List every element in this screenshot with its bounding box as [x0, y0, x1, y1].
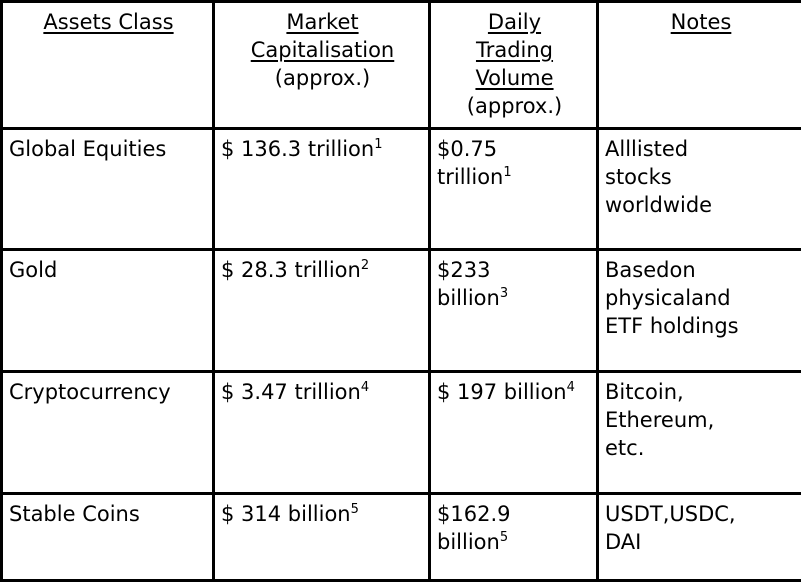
- daily-volume-line1: [437, 501, 592, 529]
- cell-daily-volume: [430, 493, 598, 580]
- daily-volume-line2: [437, 285, 592, 313]
- daily-volume-amount: 233: [450, 258, 491, 283]
- notes-line1: [605, 136, 797, 164]
- column-header-assets-class-label: Assets Class: [43, 10, 174, 34]
- cell-daily-volume: [430, 250, 598, 372]
- column-header-volume-line1: Daily: [487, 10, 542, 34]
- column-header-volume-line3: Volume: [475, 65, 554, 90]
- cell-asset-class: [2, 250, 214, 372]
- market-cap-footnote: 5: [350, 501, 359, 517]
- cell-notes: [598, 493, 801, 580]
- market-cap-value: $ 136.3 trillion: [221, 136, 375, 161]
- table-header: [2, 2, 801, 129]
- daily-volume-footnote: 5: [499, 529, 509, 545]
- table-row: [2, 493, 801, 580]
- notes-line1: [605, 257, 797, 285]
- market-cap-footnote: 1: [374, 136, 383, 152]
- column-header-market-line2: Capitalisation: [250, 37, 395, 62]
- cell-asset-class: [2, 493, 214, 580]
- daily-volume-line2: [437, 529, 592, 557]
- market-cap-footnote: 2: [360, 258, 370, 274]
- notes-line1: [605, 501, 797, 529]
- column-header-notes-label: Notes: [670, 10, 732, 34]
- notes-line1-a: Based: [605, 258, 670, 283]
- daily-volume-amount: 162.9: [450, 501, 511, 526]
- column-header-assets-class: [2, 2, 214, 129]
- header-row: [2, 2, 801, 129]
- notes-line2-b: and: [691, 286, 731, 311]
- daily-volume-value: $ 197 billion: [437, 380, 567, 405]
- daily-volume-amount: 0.75: [450, 136, 498, 161]
- notes-line2: Ethereum,: [605, 407, 715, 432]
- table-row: [2, 372, 801, 494]
- notes-line1-a: All: [605, 136, 632, 161]
- cell-notes: [598, 250, 801, 372]
- table-body: [2, 128, 801, 580]
- market-cap-value: $ 314 billion: [221, 501, 351, 526]
- cell-market-cap: [214, 250, 430, 372]
- daily-volume-currency: $: [437, 501, 451, 526]
- cell-asset-class: [2, 372, 214, 494]
- column-header-volume-line2: Trading: [475, 37, 554, 62]
- notes-line2: stocks: [605, 164, 672, 189]
- asset-class-label: Global Equities: [9, 136, 167, 161]
- table-row: [2, 250, 801, 372]
- cell-market-cap: [214, 372, 430, 494]
- cell-daily-volume: [430, 128, 598, 250]
- notes-line3: etc.: [605, 435, 645, 460]
- notes-line2-a: physical: [605, 286, 692, 311]
- daily-volume-unit: trillion: [437, 164, 504, 189]
- cell-market-cap: [214, 493, 430, 580]
- daily-volume-line1: [437, 257, 592, 285]
- cell-daily-volume: [430, 372, 598, 494]
- notes-line2: [605, 285, 797, 313]
- daily-volume-unit: billion: [437, 529, 500, 554]
- cell-notes: [598, 372, 801, 494]
- market-cap-value: $ 28.3 trillion: [221, 258, 361, 283]
- column-header-market-line1: Market: [286, 10, 359, 34]
- column-header-volume-line4: (approx.): [466, 93, 563, 118]
- daily-volume-line1: [437, 136, 592, 164]
- notes-line1-a: USDT,: [605, 501, 670, 526]
- asset-class-label: Stable Coins: [9, 501, 140, 526]
- column-header-market-line3: (approx.): [274, 65, 371, 90]
- asset-class-label: Gold: [9, 258, 58, 283]
- notes-line1-b: on: [669, 258, 696, 283]
- market-cap-value: $ 3.47 trillion: [221, 380, 361, 405]
- daily-volume-footnote: 3: [499, 286, 509, 302]
- asset-class-label: Cryptocurrency: [9, 380, 171, 405]
- daily-volume-footnote: 1: [503, 164, 512, 180]
- notes-line3: ETF holdings: [605, 314, 739, 339]
- cell-notes: [598, 128, 801, 250]
- column-header-daily-trading-volume: [430, 2, 598, 129]
- cell-market-cap: [214, 128, 430, 250]
- daily-volume-footnote: 4: [566, 380, 575, 396]
- cell-asset-class: [2, 128, 214, 250]
- daily-volume-currency: $: [437, 136, 451, 161]
- notes-line3: worldwide: [605, 192, 713, 217]
- daily-volume-currency: $: [437, 258, 451, 283]
- market-cap-footnote: 4: [360, 380, 370, 396]
- notes-line1-b: listed: [631, 136, 689, 161]
- daily-volume-unit: billion: [437, 286, 500, 311]
- column-header-notes: [598, 2, 801, 129]
- table-row: [2, 128, 801, 250]
- column-header-market-capitalisation: [214, 2, 430, 129]
- notes-line1: Bitcoin,: [605, 380, 684, 405]
- daily-volume-line2: [437, 164, 592, 192]
- notes-line2: DAI: [605, 529, 642, 554]
- notes-line1-b: USDC,: [669, 501, 736, 526]
